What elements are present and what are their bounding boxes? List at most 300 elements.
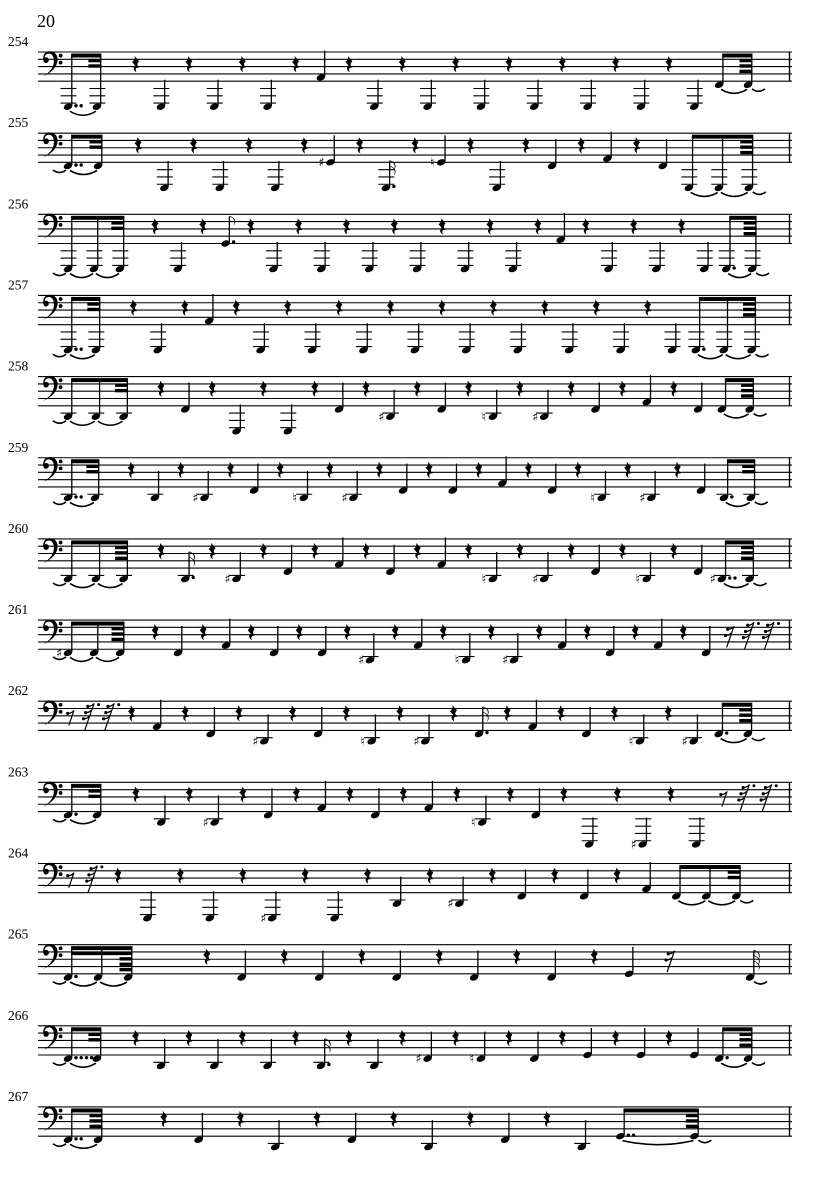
note	[207, 80, 223, 111]
note	[229, 404, 245, 435]
small-rest	[742, 622, 760, 650]
natural-accidental: ♮	[454, 652, 460, 668]
quarter-rest	[633, 137, 640, 153]
note	[266, 242, 282, 273]
quarter-rest	[450, 705, 457, 721]
bass-clef	[43, 1106, 62, 1131]
tremolo-group	[719, 216, 769, 278]
note	[649, 242, 665, 273]
quarter-rest	[543, 1111, 550, 1127]
quarter-rest	[233, 299, 240, 315]
quarter-rest	[396, 705, 403, 721]
quarter-rest	[505, 56, 512, 72]
quarter-rest	[358, 949, 365, 965]
system-261	[8, 602, 792, 667]
measure-number: 255	[8, 115, 29, 131]
note	[580, 80, 596, 111]
quarter-rest	[157, 543, 164, 559]
quarter-rest	[505, 1030, 512, 1046]
note	[473, 80, 489, 111]
quarter-rest	[343, 705, 350, 721]
sharp-accidental: ♯	[341, 489, 348, 505]
quarter-rest	[345, 1030, 352, 1046]
quarter-rest	[630, 218, 637, 234]
note	[224, 552, 245, 586]
natural-accidental: ♮	[470, 814, 476, 830]
quarter-rest	[392, 624, 399, 640]
note	[482, 390, 502, 424]
quarter-rest	[186, 786, 193, 802]
note	[455, 633, 475, 667]
sharp-accidental: ♯	[252, 733, 259, 749]
quarter-rest	[152, 624, 159, 640]
quarter-rest	[504, 705, 511, 721]
quarter-rest	[245, 137, 252, 153]
tremolo-group	[53, 216, 128, 278]
small-rest	[82, 703, 100, 731]
quarter-rest	[593, 299, 600, 315]
note	[590, 471, 610, 505]
quarter-rest	[362, 543, 369, 559]
staff	[38, 539, 792, 568]
quarter-rest	[292, 1030, 299, 1046]
quarter-rest	[128, 705, 135, 721]
measure-number: 267	[8, 1088, 29, 1104]
note	[639, 471, 660, 505]
note	[268, 161, 284, 192]
note	[470, 1032, 486, 1066]
sharp-accidental: ♯	[378, 408, 385, 424]
quarter-rest	[181, 299, 188, 315]
staff	[38, 377, 792, 406]
staff	[38, 295, 792, 324]
note	[631, 817, 652, 851]
quarter-rest	[486, 218, 493, 234]
quarter-rest	[277, 462, 284, 478]
quarter-rest	[411, 137, 418, 153]
quarter-rest	[209, 543, 216, 559]
quarter-rest	[560, 786, 567, 802]
system-264	[8, 846, 792, 926]
quarter-rest	[344, 624, 351, 640]
quarter-rest	[452, 1030, 459, 1046]
system-262	[8, 683, 792, 748]
quarter-rest	[289, 705, 296, 721]
sharp-accidental: ♯	[501, 652, 509, 668]
quarter-rest	[132, 786, 139, 802]
note	[260, 891, 281, 925]
sharp-accidental: ♯	[192, 489, 199, 505]
note	[697, 242, 713, 273]
quarter-rest	[582, 218, 589, 234]
quarter-rest	[467, 1111, 474, 1127]
small-rest	[760, 784, 778, 812]
measure-number: 256	[8, 196, 29, 212]
measure-number: 260	[8, 520, 29, 536]
natural-accidental: ♮	[360, 733, 365, 749]
note	[220, 216, 235, 248]
measure-number: 259	[8, 439, 29, 455]
system-256	[8, 196, 792, 277]
quarter-rest	[568, 543, 575, 559]
quarter-rest	[611, 705, 618, 721]
note	[253, 323, 269, 354]
quarter-rest	[209, 381, 216, 397]
quarter-rest	[114, 868, 121, 884]
quarter-rest	[182, 705, 189, 721]
quarter-rest	[130, 299, 137, 315]
quarter-rest	[522, 137, 529, 153]
system-263	[8, 764, 792, 851]
natural-accidental: ♮	[628, 733, 634, 749]
tremolo-group	[688, 297, 768, 359]
system-260	[8, 521, 792, 588]
sharp-accidental: ♯	[413, 733, 420, 749]
note	[356, 323, 372, 354]
note	[682, 714, 703, 748]
quarter-rest	[667, 786, 674, 802]
quarter-rest	[670, 381, 677, 397]
quarter-rest	[399, 1030, 406, 1046]
note	[635, 552, 655, 586]
quarter-rest	[541, 299, 548, 315]
natural-accidental: ♮	[635, 571, 640, 587]
tremolo-group	[53, 378, 132, 425]
note	[153, 80, 169, 111]
quarter-rest	[534, 218, 541, 234]
natural-accidental: ♮	[590, 489, 595, 505]
note	[314, 242, 330, 273]
quarter-rest	[247, 218, 254, 234]
quarter-rest	[293, 786, 300, 802]
note	[459, 323, 475, 354]
note	[305, 323, 321, 354]
sharp-accidental: ♯	[260, 910, 267, 926]
quarter-rest	[665, 705, 672, 721]
quarter-rest	[160, 1111, 167, 1127]
measure-number: 257	[8, 277, 29, 293]
note	[665, 323, 681, 354]
quarter-rest	[465, 381, 472, 397]
quarter-rest	[516, 543, 523, 559]
measure-number: 262	[8, 683, 29, 699]
system-258	[8, 359, 792, 436]
quarter-rest	[296, 624, 303, 640]
sharp-accidental: ♯	[630, 836, 637, 852]
tremolo-group	[710, 540, 767, 587]
bass-clef	[43, 376, 62, 401]
sharp-accidental: ♯	[415, 1050, 422, 1066]
tremolo-group	[61, 54, 106, 116]
small-rest	[737, 784, 755, 812]
system-259	[8, 440, 792, 507]
quarter-rest	[619, 381, 626, 397]
bass-clef	[43, 944, 62, 969]
quarter-rest	[343, 218, 350, 234]
quarter-rest	[619, 543, 626, 559]
quarter-rest	[438, 299, 445, 315]
quarter-rest	[453, 786, 460, 802]
note	[260, 80, 276, 111]
note	[378, 390, 399, 424]
quarter-rest	[452, 56, 459, 72]
quarter-rest	[559, 56, 566, 72]
sharp-accidental: ♯	[202, 814, 209, 830]
quarter-rest	[644, 299, 651, 315]
sharp-accidental: ♯	[55, 644, 63, 660]
quarter-rest	[467, 137, 474, 153]
note	[170, 242, 186, 273]
note	[413, 714, 434, 748]
note	[489, 161, 505, 192]
note	[687, 80, 703, 111]
quarter-rest	[284, 299, 291, 315]
natural-accidental: ♮	[481, 408, 487, 424]
quarter-rest	[311, 381, 318, 397]
staff	[38, 52, 792, 81]
quarter-rest	[387, 299, 394, 315]
quarter-rest	[135, 137, 142, 153]
note	[327, 891, 343, 922]
quarter-rest	[400, 786, 407, 802]
quarter-rest	[536, 624, 543, 640]
quarter-rest	[260, 543, 267, 559]
quarter-rest	[200, 624, 207, 640]
quarter-rest	[525, 462, 532, 478]
bass-clef	[43, 295, 62, 320]
quarter-rest	[239, 868, 246, 884]
quarter-rest	[680, 624, 687, 640]
quarter-rest	[237, 1111, 244, 1127]
quarter-rest	[665, 1030, 672, 1046]
quarter-rest	[364, 868, 371, 884]
bass-clef	[43, 214, 62, 239]
quarter-rest	[227, 462, 234, 478]
note	[562, 323, 578, 354]
system-257	[8, 277, 792, 358]
small-rest	[724, 626, 734, 647]
quarter-rest	[185, 56, 192, 72]
sharp-accidental: ♯	[681, 733, 688, 749]
quarter-rest	[465, 543, 472, 559]
quarter-rest	[551, 868, 558, 884]
quarter-rest	[507, 786, 514, 802]
quarter-rest	[426, 868, 433, 884]
quarter-rest	[426, 462, 433, 478]
bass-clef	[43, 457, 62, 482]
bass-clef	[43, 538, 62, 563]
small-rest	[762, 622, 780, 650]
note	[502, 633, 523, 667]
quarter-rest	[439, 218, 446, 234]
bass-clef	[43, 619, 62, 644]
quarter-rest	[292, 56, 299, 72]
quarter-rest	[614, 786, 621, 802]
note	[527, 80, 543, 111]
quarter-rest	[559, 1030, 566, 1046]
note	[420, 80, 436, 111]
sharp-accidental: ♯	[318, 154, 325, 170]
measure-number: 263	[8, 764, 29, 780]
measure-number: 266	[8, 1007, 29, 1023]
staff	[38, 782, 792, 811]
note	[178, 551, 195, 583]
note	[407, 323, 423, 354]
note	[505, 242, 521, 273]
system-255	[8, 115, 792, 196]
quarter-rest	[612, 56, 619, 72]
quarter-rest	[574, 462, 581, 478]
note	[157, 161, 173, 192]
tremolo-group	[53, 459, 103, 506]
quarter-rest	[390, 1111, 397, 1127]
quarter-rest	[436, 949, 443, 965]
quarter-rest	[260, 381, 267, 397]
note	[601, 242, 617, 273]
quarter-rest	[248, 624, 255, 640]
quarter-rest	[345, 56, 352, 72]
page-number: 20	[37, 11, 55, 31]
quarter-rest	[557, 705, 564, 721]
quarter-rest	[190, 137, 197, 153]
sharp-accidental: ♯	[639, 489, 646, 505]
note	[482, 552, 502, 586]
natural-accidental: ♮	[292, 489, 297, 505]
quarter-rest	[203, 949, 210, 965]
note	[474, 706, 489, 738]
bass-clef	[43, 863, 62, 888]
note	[341, 471, 362, 505]
bass-clef	[43, 51, 62, 76]
bass-clef	[43, 782, 62, 807]
quarter-rest	[674, 462, 681, 478]
natural-accidental: ♮	[429, 154, 435, 170]
quarter-rest	[414, 543, 421, 559]
quarter-rest	[235, 705, 242, 721]
quarter-rest	[591, 949, 598, 965]
quarter-rest	[132, 1030, 139, 1046]
quarter-rest	[513, 949, 520, 965]
bass-clef	[43, 132, 62, 157]
staff	[38, 945, 792, 974]
note	[689, 817, 705, 848]
quarter-rest	[346, 786, 353, 802]
quarter-rest	[391, 218, 398, 234]
small-rest	[85, 865, 103, 893]
quarter-rest	[326, 462, 333, 478]
quarter-rest	[475, 462, 482, 478]
bass-clef	[43, 701, 62, 726]
quarter-rest	[632, 624, 639, 640]
note	[192, 471, 213, 505]
note	[532, 390, 553, 424]
quarter-rest	[624, 462, 631, 478]
sharp-accidental: ♯	[532, 571, 539, 587]
quarter-rest	[376, 462, 383, 478]
quarter-rest	[313, 1111, 320, 1127]
measure-number: 258	[8, 358, 29, 374]
note	[471, 796, 491, 830]
quarter-rest	[414, 381, 421, 397]
sharp-accidental: ♯	[447, 895, 454, 911]
note	[457, 242, 473, 273]
note	[360, 714, 380, 748]
quarter-rest	[239, 1030, 246, 1046]
bass-clef	[43, 1025, 62, 1050]
note	[582, 817, 598, 848]
note	[447, 877, 468, 911]
note	[212, 161, 228, 192]
quarter-rest	[311, 543, 318, 559]
tremolo-group	[53, 540, 132, 587]
quarter-rest	[578, 137, 585, 153]
note	[313, 1038, 330, 1070]
quarter-rest	[678, 218, 685, 234]
system-254	[8, 34, 792, 115]
note	[633, 80, 649, 111]
sharp-accidental: ♯	[224, 571, 231, 587]
quarter-rest	[516, 381, 523, 397]
staff	[38, 864, 792, 893]
system-266	[8, 1008, 792, 1070]
quarter-rest	[440, 624, 447, 640]
sharp-accidental: ♯	[357, 652, 365, 668]
note	[280, 404, 296, 435]
quarter-rest	[612, 1030, 619, 1046]
tremolo-group	[681, 135, 766, 197]
quarter-rest	[239, 786, 246, 802]
system-267	[8, 1089, 792, 1151]
quarter-rest	[239, 56, 246, 72]
note	[362, 242, 378, 273]
staff	[38, 701, 792, 730]
measure-number: 265	[8, 926, 29, 942]
note	[410, 242, 426, 273]
quarter-rest	[301, 137, 308, 153]
quarter-rest	[399, 56, 406, 72]
small-rest	[665, 951, 675, 972]
quarter-rest	[281, 949, 288, 965]
measure-number: 254	[8, 34, 29, 49]
quarter-rest	[584, 624, 591, 640]
note	[510, 323, 526, 354]
quarter-rest	[177, 868, 184, 884]
quarter-rest	[490, 299, 497, 315]
quarter-rest	[295, 218, 302, 234]
quarter-rest	[151, 218, 158, 234]
note	[150, 323, 166, 354]
quarter-rest	[568, 381, 575, 397]
quarter-rest	[665, 56, 672, 72]
quarter-rest	[488, 624, 495, 640]
measure-number: 264	[8, 845, 29, 861]
natural-accidental: ♮	[469, 1050, 475, 1066]
quarter-rest	[362, 381, 369, 397]
natural-accidental: ♮	[481, 571, 487, 587]
sharp-accidental: ♯	[709, 571, 716, 587]
note	[613, 323, 629, 354]
quarter-rest	[199, 218, 206, 234]
quarter-rest	[177, 462, 184, 478]
note	[252, 714, 273, 748]
sharp-accidental: ♯	[532, 408, 539, 424]
system-265	[8, 927, 792, 986]
quarter-rest	[157, 381, 164, 397]
staff	[38, 214, 792, 243]
note	[202, 891, 218, 922]
quarter-rest	[489, 868, 496, 884]
quarter-rest	[128, 462, 135, 478]
